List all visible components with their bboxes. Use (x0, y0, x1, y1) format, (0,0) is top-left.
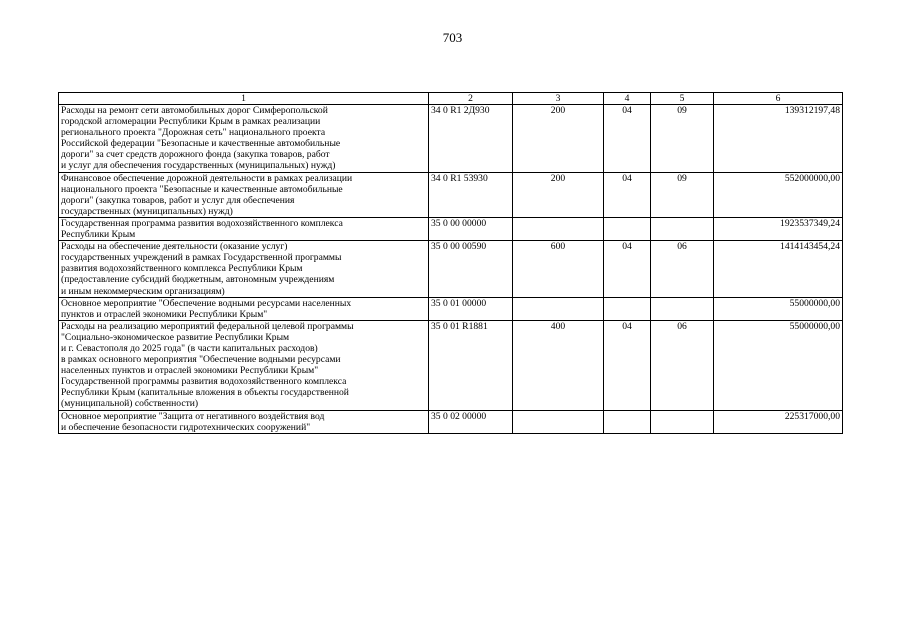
row-col5 (651, 297, 714, 320)
table-row (59, 297, 843, 320)
row-description: Основное мероприятие "Обеспечение водными ресурсами населенных пунктов и отраслей экономики Республики Крым" (59, 297, 429, 320)
row-amount: 552000000,00 (714, 172, 843, 217)
row-col3 (513, 410, 604, 433)
row-description: Расходы на обеспечение деятельности (оказание услуг) государственных учреждений в рамках Государственной программы развития водохозяйственного комплекса Республики Крым (предоставление субсидий бюджетным, автономным учреждениям и иным некоммерческим организациям) (59, 241, 429, 297)
row-amount: 55000000,00 (714, 320, 843, 410)
row-col5 (651, 410, 714, 433)
row-col5: 06 (651, 320, 714, 410)
column-header: 1 (59, 93, 429, 105)
page-number: 703 (442, 30, 463, 45)
row-col4: 04 (604, 172, 651, 217)
row-col3 (513, 297, 604, 320)
row-col5: 06 (651, 241, 714, 297)
row-col4: 04 (604, 241, 651, 297)
row-description: Расходы на ремонт сети автомобильных дорог Симферопольской городской агломерации Республики Крым в рамках реализации регионального проекта "Дорожная сеть" национального проекта Российской федерации "Безопасные и качественные автомобильные дороги" за счет средств дорожного фонда (закупка товаров, работ и услуг для обеспечения государственных (муниципальных) нужд) (59, 105, 429, 173)
budget-table (58, 92, 843, 434)
row-amount: 55000000,00 (714, 297, 843, 320)
row-col4: 04 (604, 105, 651, 173)
row-description: Основное мероприятие "Защита от негативного воздействия вод и обеспечение безопасности гидротехнических сооружений" (59, 410, 429, 433)
row-amount: 1414143454,24 (714, 241, 843, 297)
table-row (59, 241, 843, 297)
row-col3: 200 (513, 172, 604, 217)
row-code: 35 0 00 00000 (429, 217, 513, 240)
column-header: 6 (714, 93, 843, 105)
column-header: 3 (513, 93, 604, 105)
row-col5: 09 (651, 172, 714, 217)
row-code: 35 0 02 00000 (429, 410, 513, 433)
table-row (59, 172, 843, 217)
row-col3 (513, 217, 604, 240)
column-header: 4 (604, 93, 651, 105)
row-description: Финансовое обеспечение дорожной деятельности в рамках реализации национального проекта "Безопасные и качественные автомобильные дороги" (закупка товаров, работ и услуг для обеспечения государственных (муниципальных) нужд) (59, 172, 429, 217)
row-amount: 1923537349,24 (714, 217, 843, 240)
row-code: 35 0 00 00590 (429, 241, 513, 297)
row-code: 35 0 01 R1881 (429, 320, 513, 410)
row-description: Расходы на реализацию мероприятий федеральной целевой программы "Социально-экономическое развитие Республики Крым и г. Севастополя до 2025 года" (в части капитальных расходов) в рамках основного мероприятия "Обеспечение водными ресурсами населенных пунктов и отраслей экономики Республики Крым" Государственной программы развития водохозяйственного комплекса Республики Крым (капитальные вложения в объекты государственной (муниципальной) собственности) (59, 320, 429, 410)
row-col5 (651, 217, 714, 240)
row-col3: 200 (513, 105, 604, 173)
row-col4 (604, 410, 651, 433)
row-col4 (604, 217, 651, 240)
row-col3: 400 (513, 320, 604, 410)
row-col4 (604, 297, 651, 320)
row-code: 34 0 R1 2Д930 (429, 105, 513, 173)
row-col3: 600 (513, 241, 604, 297)
row-col4: 04 (604, 320, 651, 410)
row-amount: 139312197,48 (714, 105, 843, 173)
row-description: Государственная программа развития водохозяйственного комплекса Республики Крым (59, 217, 429, 240)
column-header: 5 (651, 93, 714, 105)
row-amount: 225317000,00 (714, 410, 843, 433)
table-row (59, 217, 843, 240)
row-col5: 09 (651, 105, 714, 173)
column-header: 2 (429, 93, 513, 105)
row-code: 35 0 01 00000 (429, 297, 513, 320)
table-row (59, 105, 843, 173)
table-row (59, 410, 843, 433)
table-row (59, 320, 843, 410)
table-header-row (59, 93, 843, 105)
row-code: 34 0 R1 53930 (429, 172, 513, 217)
